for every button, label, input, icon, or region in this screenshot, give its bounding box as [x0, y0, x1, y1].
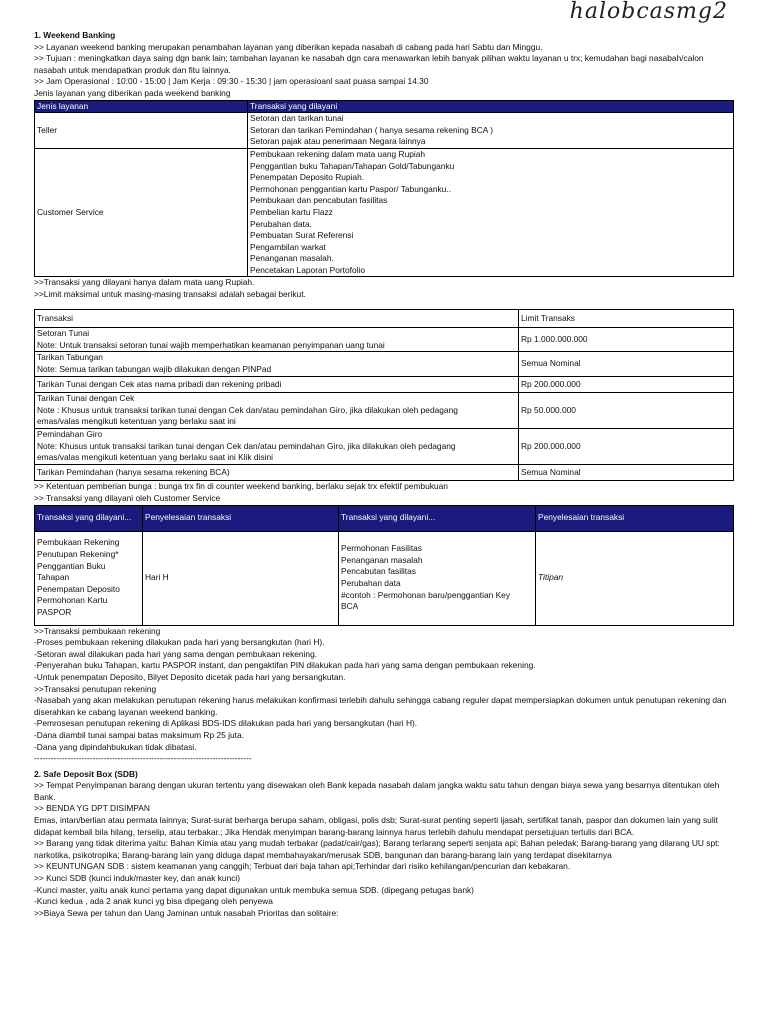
- transaction-note: emas/valas mengikuti ketentuan yang berlaku saat ini: [37, 416, 236, 427]
- transaction-label: Setoran Tunai: [37, 328, 90, 339]
- cs-col1: [35, 531, 143, 625]
- divider-line: ------------------------------------------------------------------------------: [34, 753, 252, 764]
- services-table: [34, 100, 734, 278]
- service-name: Teller: [35, 113, 248, 149]
- limit-value: Semua Nominal: [519, 464, 734, 481]
- list-item: -Penyerahan buku Tahapan, kartu PASPOR instant, dan pengaktifan PIN dilakukan pada hari yang sama dengan pembukaan rekening.: [34, 660, 536, 671]
- list-item: Penempatan Deposito: [37, 583, 120, 594]
- list-item: Permohonan Fasilitas: [341, 543, 422, 554]
- transaction-note: emas/valas mengikuti ketentuan yang berlaku saat ini Klik disini: [37, 452, 274, 463]
- cs-col2: Hari H: [143, 531, 339, 625]
- transaction-note: Note: Untuk transaksi setoran tunai wajib memperhatikan keamanan penyimpanan uang tunai: [37, 339, 385, 350]
- list-item: Perubahan data.: [250, 218, 312, 229]
- list-item: >>Transaksi penutupan rekening: [34, 683, 157, 694]
- list-item: Setoran dan tarikan tunai: [250, 113, 344, 124]
- table-header-row: [35, 505, 734, 531]
- list-item: Pembuatan Surat Referensi: [250, 230, 354, 241]
- table-row: [35, 113, 734, 149]
- list-item: >> Kunci SDB (kunci induk/master key, dan anak kunci): [34, 873, 241, 884]
- list-item: Setoran pajak atau penerimaan Negara lainnya: [250, 136, 426, 147]
- limit-value: Rp 200.000.000: [519, 376, 734, 393]
- service-items: [248, 148, 734, 277]
- weekend-intro: >> Layanan weekend banking merupakan penambahan layanan yang diberikan kepada nasabah di cabang pada hari Sabtu dan Minggu.: [34, 41, 543, 52]
- transaction-cell: [35, 393, 519, 429]
- table-header-cell: Limit Transaks: [519, 309, 734, 328]
- weekend-hours: >> Jam Operasional : 10:00 - 15:00 | Jam Kerja : 09:30 - 15:30 | jam operasioanl saat puasa sampai 14.30: [34, 76, 429, 87]
- document-page: [34, 0, 734, 919]
- list-item: Tahapan: [37, 572, 70, 583]
- interest-note: >> Ketentuan pemberian bunga : bunga trx fin di counter weekend banking, berlaku sejak trx efektif pembukuan: [34, 481, 448, 492]
- list-item: >> BENDA YG DPT DISIMPAN: [34, 803, 150, 814]
- limit-value: Semua Nominal: [519, 352, 734, 376]
- table-header-cell: Penyelesaian transaksi: [536, 505, 734, 531]
- list-item: Penanganan masalah.: [250, 253, 334, 264]
- list-item: BCA: [341, 601, 359, 612]
- table-header-row: [35, 309, 734, 328]
- section-heading-weekend: 1. Weekend Banking: [34, 30, 116, 40]
- limit-value: Rp 200.000.000: [519, 429, 734, 465]
- list-item: -Kunci master, yaitu anak kunci pertama yang dapat digunakan untuk membuka semua SDB. (dipegang petugas bank): [34, 884, 474, 895]
- list-item: Pembukaan rekening dalam mata uang Rupiah: [250, 148, 426, 159]
- limit-value: Rp 1.000.000.000: [519, 328, 734, 352]
- service-name: Customer Service: [35, 148, 248, 277]
- list-item: Pembukaan dan pencabutan fasilitas: [250, 195, 388, 206]
- table-row: [35, 148, 734, 277]
- list-item: -Kunci kedua , ada 2 anak kunci yg bisa dipegang oleh penyewa: [34, 896, 273, 907]
- list-item: >>Transaksi pembukaan rekening: [34, 625, 161, 636]
- weekend-goal: >> Tujuan : meningkatkan daya saing dgn bank lain; tambahan layanan ke nasabah dgn cara menawarkan lebih banyak pilihan waktu layanan u trx; kemudahan bagi nasabah/calon nasabah untuk mendapatkan produk dan fitu lainnya.: [34, 53, 704, 75]
- table-row: [35, 429, 734, 465]
- list-item: -Dana diambil tunai sampai batas maksimum Rp 25 juta.: [34, 729, 244, 740]
- transaction-label: Tarikan Tunai dengan Cek atas nama pribadi dan rekening pribadi: [37, 378, 282, 389]
- list-item: Penempatan Deposito Rupiah.: [250, 172, 365, 183]
- list-item: Perubahan data: [341, 578, 401, 589]
- cs-col3: [339, 531, 536, 625]
- transaction-label: Tarikan Tabungan: [37, 352, 103, 363]
- list-item: -Untuk penempatan Deposito, Bilyet Deposito dicetak pada hari yang bersangkutan.: [34, 671, 346, 682]
- table-row: [35, 393, 734, 429]
- list-item: Penanganan masalah: [341, 554, 423, 565]
- list-item: Emas, intan/berlian atau permata lainnya; Surat-surat berharga berupa saham, obligasi, polis dsb; Surat-surat penting seperti ijasah, sertifikat tanah, paspor dan dokumen lain yang sulit didapat kembali bila hilang, terselip, atau terbakar.; Jika Hendak menyimpan barang-barang lainnya harus terlebih dahulu mendapat persetujuan tertulis dari BCA.: [34, 815, 718, 837]
- limits-table: [34, 309, 734, 482]
- list-item: Pencabutan fasilitas: [341, 566, 416, 577]
- transaction-cell: [35, 429, 519, 465]
- table-header-row: [35, 100, 734, 113]
- list-item: Pencetakan Laporan Portofolio: [250, 264, 366, 275]
- list-item: -Dana yang dipindahbukukan tidak dibatasi.: [34, 741, 197, 752]
- list-item: Penggantian buku Tahapan/Tahapan Gold/Tabunganku: [250, 160, 455, 171]
- cs-transactions-table: [34, 505, 734, 626]
- table-header-cell: Penyelesaian transaksi: [143, 505, 339, 531]
- transaction-note: Note: Khusus untuk transaksi tarikan tunai dengan Cek dan/atau pemindahan Giro, jika dilakukan oleh pedagang: [37, 440, 456, 451]
- cs-col4: Titipan: [536, 531, 734, 625]
- list-item: -Pemrosesan penutupan rekening di Aplikasi BDS-IDS dilakukan pada hari yang bersangkutan (hari H).: [34, 718, 418, 729]
- section-heading-sdb: 2. Safe Deposit Box (SDB): [34, 768, 138, 779]
- list-item: #contoh : Permohonan baru/penggantian Key: [341, 589, 511, 600]
- cs-caption: >> Transaksi yang dilayani oleh Customer Service: [34, 492, 221, 503]
- list-item: Pembukaan Rekening: [37, 537, 120, 548]
- list-item: Permohonan penggantian kartu Paspor/ Tabunganku..: [250, 183, 451, 194]
- table-row: [35, 464, 734, 481]
- currency-note: >>Transaksi yang dilayani hanya dalam mata uang Rupiah.: [34, 277, 255, 288]
- brand-handwriting: halobcasmg2: [569, 0, 728, 24]
- list-item: -Proses pembukaan rekening dilakukan pada hari yang bersangkutan (hari H).: [34, 637, 325, 648]
- limit-value: Rp 50.000.000: [519, 393, 734, 429]
- transaction-cell: [35, 376, 519, 393]
- transaction-note: Note : Khusus untuk transaksi tarikan tunai dengan Cek dan/atau pemindahan Giro, jika dilakukan oleh pedagang: [37, 404, 458, 415]
- transaction-cell: [35, 328, 519, 352]
- list-item: >> KEUNTUNGAN SDB : sistem keamanan yang canggih; Terbuat dari baja tahan api;Terhindar dari risiko kehilangan/pencurian dan kebakaran.: [34, 861, 571, 872]
- weekend-services-caption: Jenis layanan yang diberikan pada weekend banking: [34, 87, 231, 98]
- table-header-cell: Transaksi: [35, 309, 519, 328]
- list-item: Penutupan Rekening*: [37, 549, 119, 560]
- list-item: Pengambilan warkat: [250, 241, 326, 252]
- table-row: [35, 376, 734, 393]
- table-header-cell: Jenis layanan: [35, 100, 248, 113]
- limit-caption: >>Limit maksimal untuk masing-masing transaksi adalah sebagai berikut.: [34, 289, 306, 300]
- table-header-cell: Transaksi yang dilayani...: [35, 505, 143, 531]
- list-item: >> Tempat Penyimpanan barang dengan ukuran tertentu yang disewakan oleh Bank kepada nasabah dalam jangka waktu satu tahun dengan biaya sewa yang besarnya ditentukan oleh Bank.: [34, 780, 720, 802]
- table-header-cell: Transaksi yang dilayani...: [339, 505, 536, 531]
- transaction-cell: [35, 352, 519, 376]
- list-item: -Setoran awal dilakukan pada hari yang sama dengan pembukaan rekening.: [34, 648, 318, 659]
- transaction-label: Tarikan Pemindahan (hanya sesama rekening BCA): [37, 466, 230, 477]
- transaction-label: Pemindahan Giro: [37, 429, 103, 439]
- service-items: [248, 113, 734, 149]
- transaction-note: Note: Semua tarikan tabungan wajib dilakukan dengan PINPad: [37, 364, 272, 375]
- list-item: Setoran dan tarikan Pemindahan ( hanya sesama rekening BCA ): [250, 124, 494, 135]
- table-row: [35, 328, 734, 352]
- list-item: >>Biaya Sewa per tahun dan Uang Jaminan untuk nasabah Prioritas dan solitaire:: [34, 907, 339, 918]
- list-item: Penggantian Buku: [37, 560, 106, 571]
- list-item: PASPOR: [37, 607, 72, 618]
- transaction-label: Tarikan Tunai dengan Cek: [37, 393, 135, 404]
- table-header-cell: Transaksi yang dilayani: [248, 100, 734, 113]
- list-item: Permohonan Kartu: [37, 595, 108, 606]
- table-row: [35, 531, 734, 625]
- account-notes: [34, 626, 734, 765]
- list-item: -Nasabah yang akan melakukan penutupan rekening harus melakukan konfirmasi terlebih dahulu sehingga cabang reguler dapat mempersiapkan dokumen untuk penutupan rekening dan diserahkan ke cabang layanan weekend banking.: [34, 695, 727, 717]
- transaction-cell: [35, 464, 519, 481]
- list-item: >> Barang yang tidak diterima yaitu: Bahan Kimia atau yang mudah terbakar (padat/cair/gas); Barang terlarang seperti senjata api; Bahan peledak; Barang-barang yang dilarang UU spt: narkotika, psikotropika; Barang-barang lain yang diduga dapat membahayakan/merusak SDB, bangunan dan barang-barang lain yang terdapat disekitarnya: [34, 838, 720, 860]
- list-item: Pembelian kartu Flazz: [250, 206, 333, 217]
- table-row: [35, 352, 734, 376]
